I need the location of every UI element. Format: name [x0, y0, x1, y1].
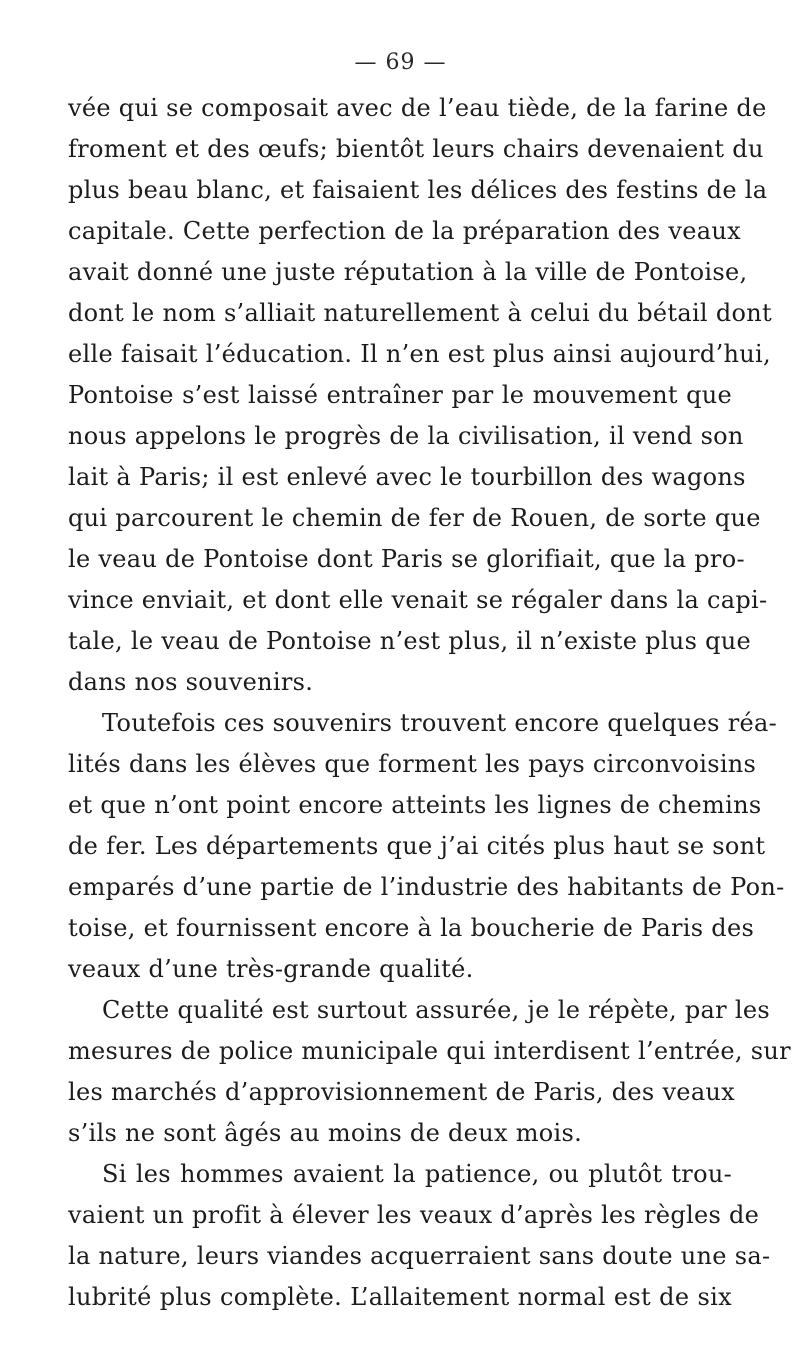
page-number: — 69 —: [354, 50, 447, 75]
text-line: lait à Paris; il est enlevé avec le tourbillon des wagons: [68, 463, 746, 491]
text-line: et que n’ont point encore atteints les lignes de chemins: [68, 791, 762, 819]
text-line: dans nos souvenirs.: [68, 668, 314, 696]
text-line: le veau de Pontoise dont Paris se glorifiait, que la pro-: [68, 545, 745, 573]
text-line: tale, le veau de Pontoise n’est plus, il n’existe plus que: [68, 627, 752, 655]
text-line: vaient un profit à élever les veaux d’après les règles de: [68, 1201, 760, 1229]
text-line: avait donné une juste réputation à la ville de Pontoise,: [68, 258, 748, 286]
text-line: froment et des œufs; bientôt leurs chairs devenaient du: [68, 135, 764, 163]
text-line: dont le nom s’alliait naturellement à celui du bétail dont: [68, 299, 772, 327]
text-line: emparés d’une partie de l’industrie des habitants de Pon-: [68, 873, 785, 901]
text-line: elle faisait l’éducation. Il n’en est plus ainsi aujourd’hui,: [68, 340, 771, 368]
text-line: s’ils ne sont âgés au moins de deux mois.: [68, 1119, 583, 1147]
body-text: [68, 88, 791, 1318]
text-line: mesures de police municipale qui interdisent l’entrée, sur: [68, 1037, 791, 1065]
text-line: la nature, leurs viandes acquerraient sans doute une sa-: [68, 1242, 771, 1270]
text-line: vince enviait, et dont elle venait se régaler dans la capi-: [68, 586, 768, 614]
text-line: qui parcourent le chemin de fer de Rouen, de sorte que: [68, 504, 761, 532]
paragraph-start: Cette qualité est surtout assurée, je le répète, par les: [102, 996, 770, 1024]
paragraph-start: Si les hommes avaient la patience, ou plutôt trou-: [102, 1160, 732, 1188]
text-line: veaux d’une très-grande qualité.: [68, 955, 474, 983]
text-line: Pontoise s’est laissé entraîner par le mouvement que: [68, 381, 732, 409]
text-line: capitale. Cette perfection de la préparation des veaux: [68, 217, 741, 245]
text-line: lubrité plus complète. L’allaitement normal est de six: [68, 1283, 732, 1311]
text-line: lités dans les élèves que forment les pays circonvoisins: [68, 750, 757, 778]
text-line: toise, et fournissent encore à la boucherie de Paris des: [68, 914, 755, 942]
text-line: nous appelons le progrès de la civilisation, il vend son: [68, 422, 744, 450]
text-line: les marchés d’approvisionnement de Paris, des veaux: [68, 1078, 736, 1106]
text-line: plus beau blanc, et faisaient les délices des festins de la: [68, 176, 768, 204]
paragraph-start: Toutefois ces souvenirs trouvent encore quelques réa-: [102, 709, 778, 737]
text-line: vée qui se composait avec de l’eau tiède, de la farine de: [68, 94, 767, 122]
text-line: de fer. Les départements que j’ai cités plus haut se sont: [68, 832, 766, 860]
